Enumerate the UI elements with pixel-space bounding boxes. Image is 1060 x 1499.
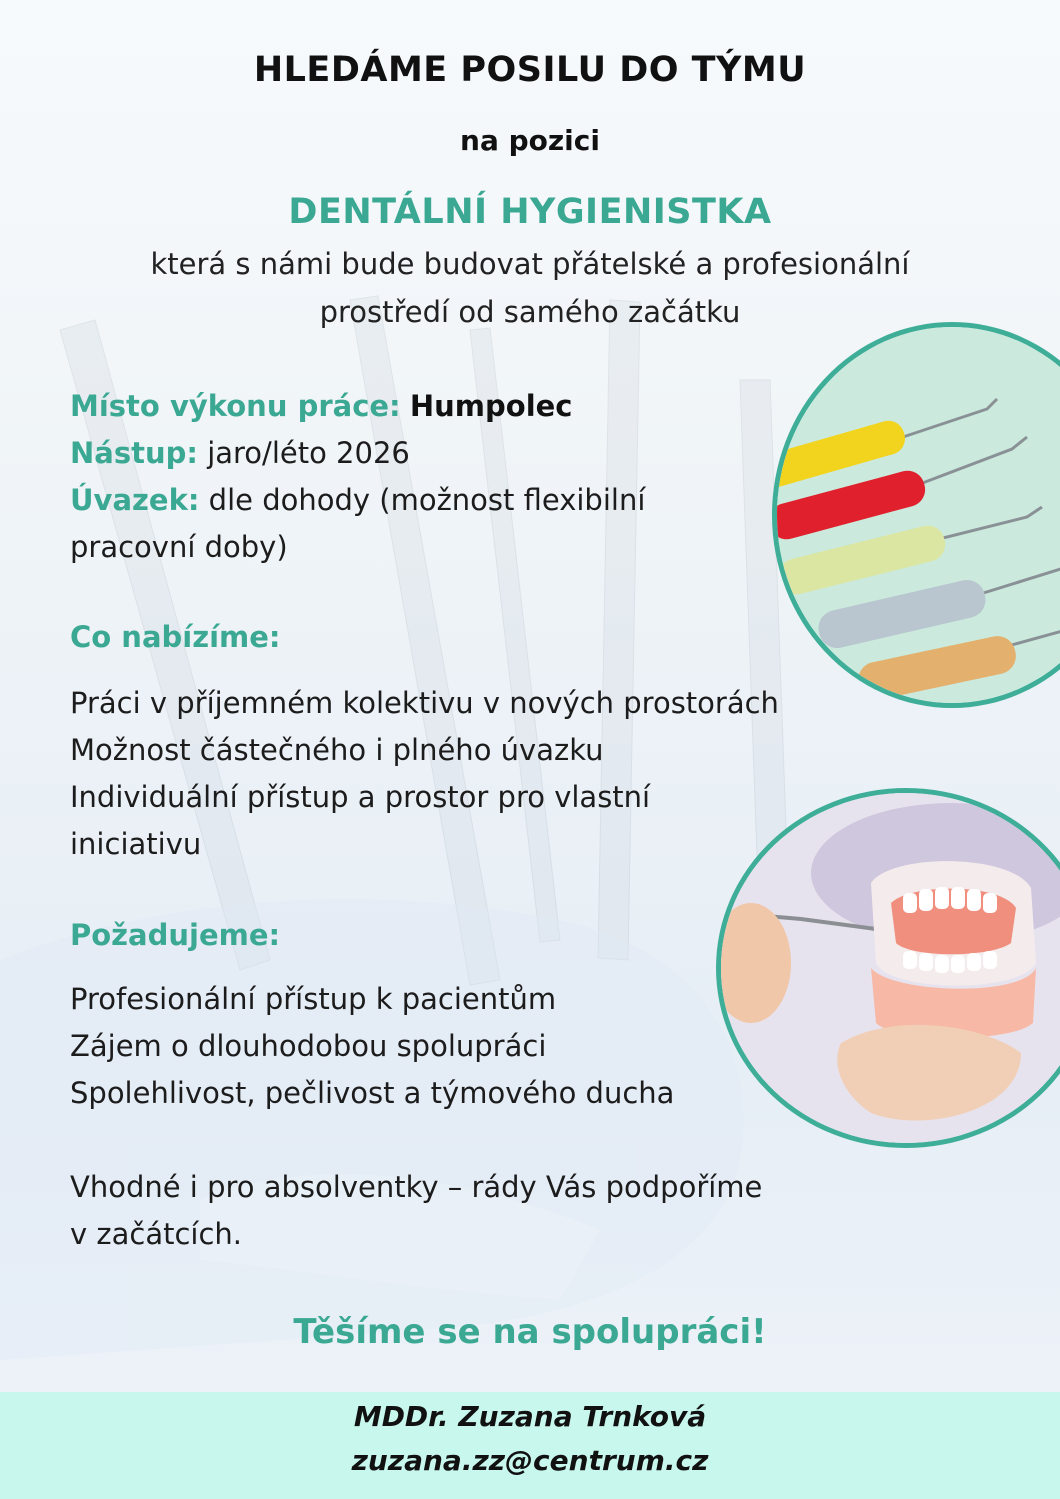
intro-line: která s námi bude budovat přátelské a profesionální: [150, 247, 910, 281]
workload-value: dle dohody (možnost flexibilní: [208, 483, 646, 517]
location-value: Humpolec: [409, 389, 573, 423]
offer-item: Práci v příjemném kolektivu v nových prostorách: [70, 686, 779, 720]
note: [70, 1164, 762, 1258]
start-value: jaro/léto 2026: [207, 436, 410, 470]
workload-continuation: pracovní doby): [70, 530, 288, 564]
location-row: [70, 383, 645, 430]
workload-label: Úvazek:: [70, 483, 200, 517]
offer-item: Možnost částečného i plného úvazku: [70, 733, 604, 767]
offer-item: Individuální přístup a prostor pro vlastní: [70, 780, 651, 814]
intro-text: [0, 240, 1060, 336]
note-line: v začátcích.: [70, 1217, 243, 1251]
note-line: Vhodné i pro absolventky – rády Vás podpoříme: [70, 1170, 763, 1204]
contact-email[interactable]: zuzana.zz@centrum.cz: [351, 1444, 709, 1477]
intro-line: prostředí od samého začátku: [319, 295, 741, 329]
contact-name: MDDr. Zuzana Trnková: [353, 1400, 707, 1433]
position-title: DENTÁLNÍ HYGIENISTKA: [288, 192, 772, 232]
location-label: Místo výkonu práce:: [70, 389, 401, 423]
requirement-item: Profesionální přístup k pacientům: [70, 982, 557, 1016]
subheading: na pozici: [460, 124, 600, 157]
workload-row: [70, 477, 645, 524]
offer-item: iniciativu: [70, 827, 202, 861]
requirements-list: [70, 976, 674, 1117]
headline: HLEDÁME POSILU DO TÝMU: [253, 50, 807, 90]
requirements-heading: Požadujeme:: [70, 918, 281, 952]
job-details: [70, 383, 645, 571]
offer-list: [70, 680, 779, 868]
start-row: [70, 430, 645, 477]
dental-model-image: [721, 793, 1060, 1148]
requirement-item: Spolehlivost, pečlivost a týmového ducha: [70, 1076, 675, 1110]
closing-text: Těšíme se na spolupráci!: [293, 1312, 767, 1352]
requirement-item: Zájem o dlouhodobou spolupráci: [70, 1029, 547, 1063]
contact-footer: [0, 1392, 1060, 1499]
start-label: Nástup:: [70, 436, 198, 470]
offer-heading: Co nabízíme:: [70, 620, 281, 654]
